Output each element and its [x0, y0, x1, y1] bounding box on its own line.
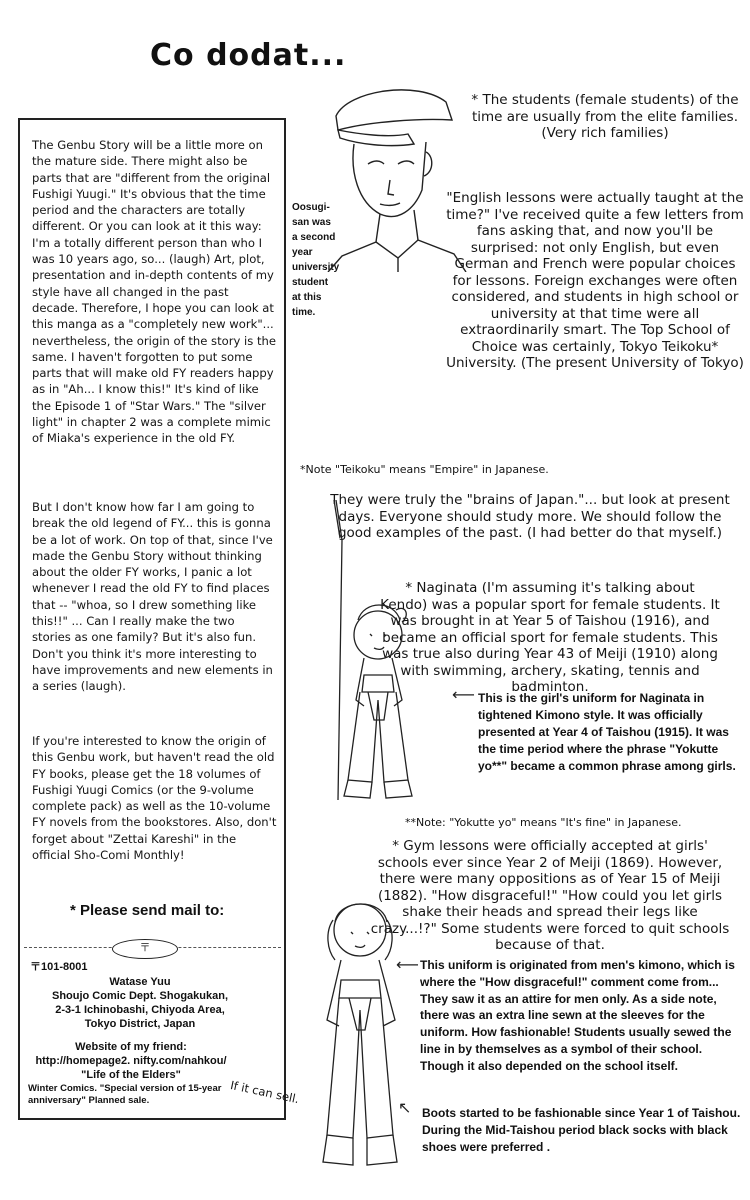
- student-in-cap-illustration: [318, 72, 468, 272]
- kimono-girl-illustration: [305, 880, 415, 1170]
- gym-lessons-text: * Gym lessons were officially accepted at girls' schools ever since Year 2 of Meiji (1869). However, there were many oppositions as of Year 15 of Meiji (1882). "How disgraceful!" "How could you let girls shake their heads and spread their legs like crazy...!?" Some students were forced to quit schools because of that.: [370, 838, 730, 953]
- website-title: "Life of the Elders": [81, 1069, 181, 1081]
- website-url: http://homepage2. nifty.com/nahkou/: [35, 1055, 227, 1067]
- postal-code: 〒101-8001: [30, 961, 88, 973]
- website-label: Website of my friend:: [75, 1041, 187, 1053]
- arrow-left-icon: ↖: [398, 1098, 412, 1117]
- female-students-note: * The students (female students) of the time are usually from the elite families. (Very rich families): [471, 92, 739, 141]
- postal-mark-oval: 〒: [112, 939, 178, 959]
- naginata-text: * Naginata (I'm assuming it's talking about Kendo) was a popular sport for female students. It was brought in at Year 5 of Taishou (1916), and became an official sport for female students. This was true also during Year 43 of Meiji (1910) along with swimming, archery, skating, tennis and badminton.: [380, 580, 720, 695]
- left-paragraph-3: If you're interested to know the origin of this Genbu work, but haven't read the old FY books, please get the 18 volumes of Fushigi Yuugi Comics (or the 9-volume complete pack) as well as the 10-volume FY novels from the bookstores. Also, don't forget about "Zettai Kareshi" in the official Sho-Comi Monthly!: [32, 734, 277, 863]
- yokutte-footnote: **Note: "Yokutte yo" means "It's fine" in Japanese.: [405, 816, 682, 829]
- naginata-girl-illustration: [298, 500, 448, 810]
- left-paragraph-2: But I don't know how far I am going to break the old legend of FY... this is gonna be a lot of work. On top of that, since I've made the Genbu Story without thinking about the older FY works, I panic a lot whenever I read the old FY to find places that -- "whoa, so I drew something like this!!" ... Can I really make the two stories as one family? But it's also fun. Don't you think it's more interesting to have improvements and new elements in a series (laugh).: [32, 500, 273, 694]
- naginata-uniform-note: This is the girl's uniform for Naginata in tightened Kimono style. It was officially presented at Year 4 of Taishou (1915). It was the time period where the phrase "Yokutte yo**" became a common phrase among girls.: [478, 691, 736, 773]
- gym-uniform-note: This uniform is originated from men's kimono, which is where the "How disgraceful!" comment come from... They saw it as an attire for men only. As a side note, there was an extra line sewn at the sleeves for the uniform. How fashionable! Students usually sewed the line in by themselves as a symbol of their school. Though it also depended on the school itself.: [420, 958, 735, 1073]
- mailing-address: [40, 975, 240, 1031]
- english-lessons-text: "English lessons were actually taught at the time?" I've received quite a few letters from fans asking that, and now you'll be surprised: not only English, but even German and French were popular choices for lessons. Foreign exchanges were often considered, and students in high school or university at that time were all extraordinarily smart. The Top School of Choice was certainly, Tokyo Teikoku* University. (The present University of Tokyo): [446, 190, 744, 371]
- arrow-left-icon: ⟵: [452, 685, 475, 704]
- page-title: Co dodat...: [150, 38, 347, 73]
- website-block: [26, 1040, 236, 1082]
- teikoku-footnote: *Note "Teikoku" means "Empire" in Japanese.: [300, 463, 549, 476]
- brains-of-japan-text: They were truly the "brains of Japan."... but look at present days. Everyone should study more. We should follow the good examples of the past. (I had better do that myself.): [330, 492, 730, 541]
- address-line: Tokyo District, Japan: [84, 1018, 196, 1030]
- left-paragraph-1: The Genbu Story will be a little more on the mature side. There might also be parts that are "different from the original Fushigi Yuugi." It's obvious that the time period and the characters are totally different. Or you can look at it this way: I'm a totally different person than who I was 10 years ago, so... (laugh) Art, plot, presentation and in-depth contents of my style have all changed in the past decade. Therefore, I hope you can look at this manga as a "completely new work"... nevertheless, the origin of the story is the same. I haven't forgotten to put some parts that will make old FY readers happy as in "Ah... I know this!" It's kind of like the Episode 1 of "Star Wars." The "silver light" in chapter 2 was a complete mimic of Miaka's experience in the old FY.: [32, 138, 277, 446]
- if-sell-text: If it can sell.: [229, 1078, 301, 1107]
- boots-note: Boots started to be fashionable since Year 1 of Taishou. During the Mid-Taishou period black socks with black shoes were preferred .: [422, 1106, 741, 1154]
- address-line: Shoujo Comic Dept. Shogakukan,: [51, 990, 229, 1002]
- arrow-left-icon: ⟵: [396, 955, 419, 974]
- winter-comics-note: Winter Comics. "Special version of 15-year anniversary" Planned sale.: [28, 1083, 222, 1106]
- oosugi-caption: Oosugi-san was a second year university student at this time.: [292, 202, 340, 318]
- mail-heading: * Please send mail to:: [70, 902, 225, 919]
- address-line: 2-3-1 Ichinobashi, Chiyoda Area,: [55, 1004, 225, 1016]
- address-line: Watase Yuu: [109, 976, 171, 988]
